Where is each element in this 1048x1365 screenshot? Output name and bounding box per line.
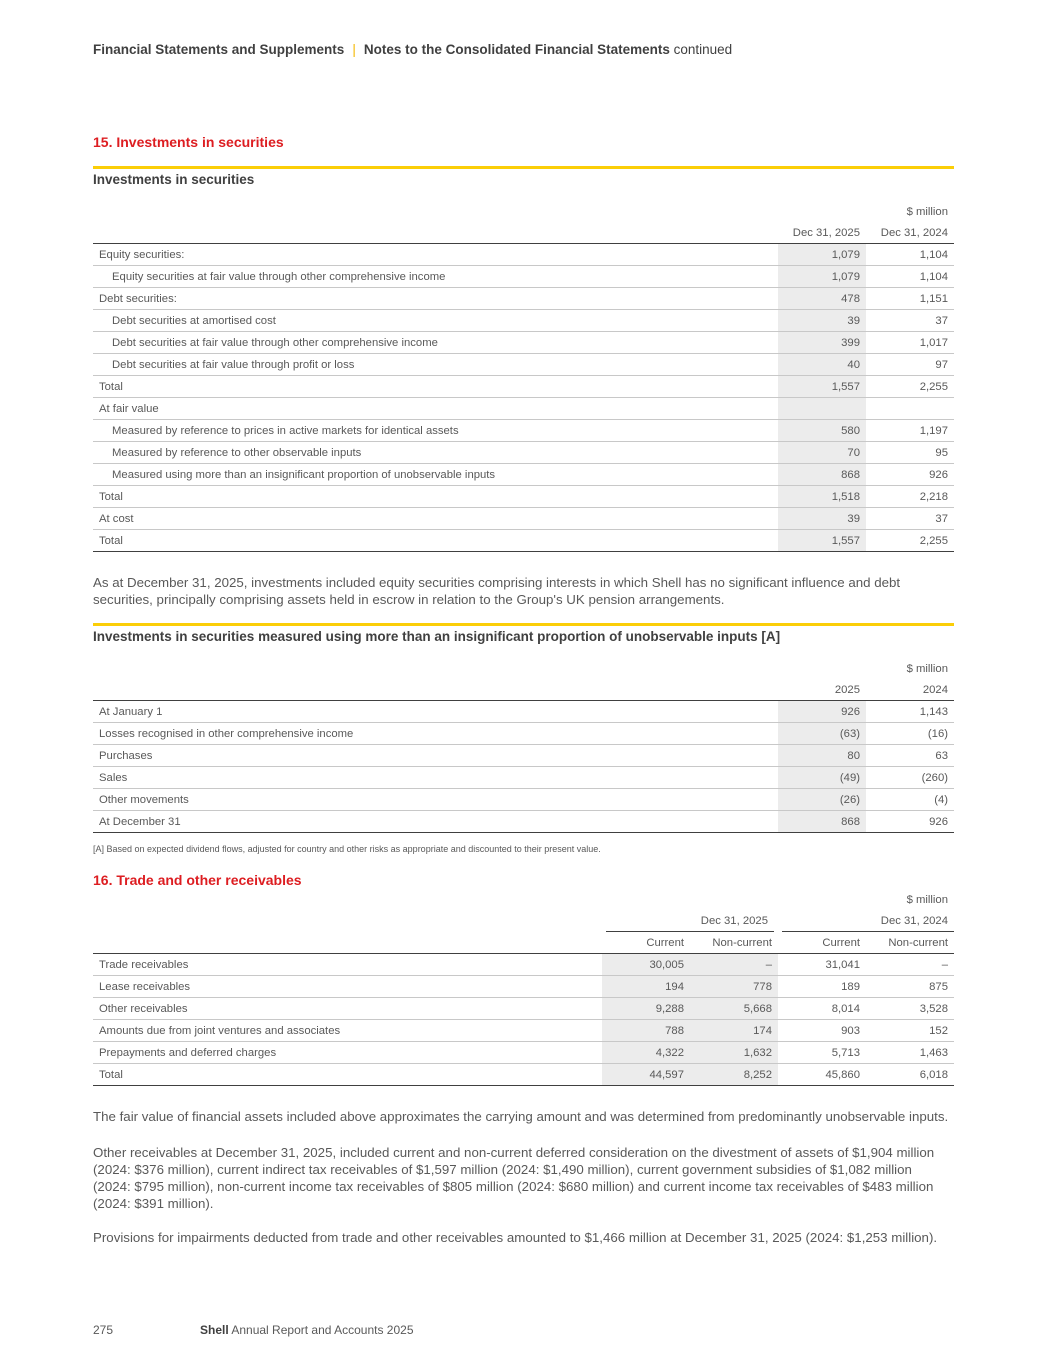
- row-label: At cost: [93, 508, 778, 530]
- blank: [93, 679, 778, 701]
- blank: [93, 889, 602, 910]
- column-header: 2024: [866, 679, 954, 701]
- page-number: 275: [93, 1323, 114, 1337]
- row-label: Total: [93, 376, 778, 398]
- receivables-table: [93, 889, 954, 1086]
- group-header-row: [93, 910, 954, 932]
- value-prior-year: 63: [866, 745, 954, 767]
- value-current-year: 80: [778, 745, 866, 767]
- value-prior-year: 1,197: [866, 420, 954, 442]
- value: –: [866, 954, 954, 976]
- header-section: Financial Statements and Supplements: [93, 42, 345, 57]
- value: –: [690, 954, 778, 976]
- table-row: [93, 723, 954, 745]
- note16-paragraph-1: The fair value of financial assets included above approximates the carrying amount and was determined from predominantly unobservable inputs.: [93, 1109, 949, 1124]
- table-row: [93, 244, 954, 266]
- row-label: Total: [93, 1064, 602, 1086]
- value-current-year: 399: [778, 332, 866, 354]
- row-label: Measured using more than an insignificant proportion of unobservable inputs: [93, 464, 778, 486]
- table1-title: Investments in securities: [93, 172, 255, 187]
- table-row: [93, 530, 954, 552]
- table-row: [93, 998, 954, 1020]
- unit-row: [93, 658, 954, 679]
- row-label: Amounts due from joint ventures and associates: [93, 1020, 602, 1042]
- value-current-year: 580: [778, 420, 866, 442]
- note15-paragraph: As at December 31, 2025, investments included equity securities comprising interests in which Shell has no significant influence and debt securities, principally comprising assets held in escrow in relation to the Group's UK pension arrangements.: [93, 575, 901, 607]
- column-header: Current: [602, 932, 690, 954]
- value: 174: [690, 1020, 778, 1042]
- value-prior-year: 1,017: [866, 332, 954, 354]
- value: 3,528: [866, 998, 954, 1020]
- value-prior-year: 1,104: [866, 244, 954, 266]
- table-row: [93, 398, 954, 420]
- blank: [602, 889, 690, 910]
- value-prior-year: 926: [866, 464, 954, 486]
- table-row: [93, 354, 954, 376]
- table-row: [93, 464, 954, 486]
- value: 788: [602, 1020, 690, 1042]
- value: 9,288: [602, 998, 690, 1020]
- table-row: [93, 1042, 954, 1064]
- table-row: [93, 701, 954, 723]
- row-label: Prepayments and deferred charges: [93, 1042, 602, 1064]
- row-label: Debt securities at amortised cost: [93, 310, 778, 332]
- header-suffix: continued: [673, 42, 733, 57]
- column-header: Dec 31, 2024: [866, 222, 954, 244]
- value-prior-year: (260): [866, 767, 954, 789]
- value: 8,014: [778, 998, 866, 1020]
- value-current-year: 39: [778, 310, 866, 332]
- value-current-year: 868: [778, 464, 866, 486]
- footer-brand: Shell: [200, 1323, 229, 1337]
- value-prior-year: [866, 398, 954, 420]
- table-row: [93, 767, 954, 789]
- blank: [778, 658, 866, 679]
- row-label: At December 31: [93, 811, 778, 833]
- value-prior-year: (16): [866, 723, 954, 745]
- running-header: [93, 42, 732, 57]
- blank: [778, 889, 866, 910]
- value-current-year: 40: [778, 354, 866, 376]
- value: 44,597: [602, 1064, 690, 1086]
- table-row: [93, 789, 954, 811]
- row-label: Sales: [93, 767, 778, 789]
- value: 875: [866, 976, 954, 998]
- blank: [93, 222, 778, 244]
- value: 5,713: [778, 1042, 866, 1064]
- value-prior-year: 95: [866, 442, 954, 464]
- value-prior-year: 2,218: [866, 486, 954, 508]
- value: 189: [778, 976, 866, 998]
- row-label: At fair value: [93, 398, 778, 420]
- value: 1,463: [866, 1042, 954, 1064]
- value-prior-year: 97: [866, 354, 954, 376]
- value: 6,018: [866, 1064, 954, 1086]
- value-current-year: 1,557: [778, 530, 866, 552]
- table-row: [93, 420, 954, 442]
- row-label: Trade receivables: [93, 954, 602, 976]
- table-row: [93, 288, 954, 310]
- value-current-year: 39: [778, 508, 866, 530]
- value-prior-year: (4): [866, 789, 954, 811]
- table-row: [93, 954, 954, 976]
- row-label: Total: [93, 530, 778, 552]
- unobservable-inputs-table: [93, 658, 954, 833]
- note15-heading: 15. Investments in securities: [93, 134, 284, 150]
- column-header: Non-current: [866, 932, 954, 954]
- row-label: Equity securities:: [93, 244, 778, 266]
- table-row: [93, 332, 954, 354]
- row-label: Losses recognised in other comprehensive income: [93, 723, 778, 745]
- value: 30,005: [602, 954, 690, 976]
- table-row: [93, 266, 954, 288]
- table-row: [93, 486, 954, 508]
- value: 1,632: [690, 1042, 778, 1064]
- value-prior-year: 1,104: [866, 266, 954, 288]
- table-row: [93, 1020, 954, 1042]
- investments-table: [93, 201, 954, 552]
- value-current-year: (49): [778, 767, 866, 789]
- value-prior-year: 2,255: [866, 376, 954, 398]
- value-current-year: 478: [778, 288, 866, 310]
- value: 5,668: [690, 998, 778, 1020]
- value-current-year: 1,079: [778, 244, 866, 266]
- footnote: [A] Based on expected dividend flows, adjusted for country and other risks as appropriate and discounted to their present value.: [93, 844, 601, 854]
- column-header: Non-current: [690, 932, 778, 954]
- group-header: Dec 31, 2025: [602, 910, 778, 932]
- row-label: At January 1: [93, 701, 778, 723]
- column-header: 2025: [778, 679, 866, 701]
- value-current-year: 1,518: [778, 486, 866, 508]
- note16-paragraph-3: Provisions for impairments deducted from trade and other receivables amounted to $1,466 million at December 31, 2025 (2024: $1,253 million).: [93, 1230, 938, 1245]
- value: 8,252: [690, 1064, 778, 1086]
- unit-label: $ million: [906, 662, 948, 675]
- header-separator: |: [352, 42, 356, 57]
- footer-title: [200, 1323, 414, 1337]
- row-label: Debt securities at fair value through other comprehensive income: [93, 332, 778, 354]
- row-label: Lease receivables: [93, 976, 602, 998]
- footer-report-title: Annual Report and Accounts 2025: [231, 1323, 414, 1337]
- blank: [778, 201, 866, 222]
- value-current-year: [778, 398, 866, 420]
- table-row: [93, 976, 954, 998]
- value: 31,041: [778, 954, 866, 976]
- table-row: [93, 310, 954, 332]
- column-header-row: [93, 932, 954, 954]
- unit-row: [93, 201, 954, 222]
- column-header-row: [93, 679, 954, 701]
- unit-label: $ million: [906, 893, 948, 906]
- value-current-year: (26): [778, 789, 866, 811]
- value-current-year: 1,079: [778, 266, 866, 288]
- table-row: [93, 1064, 954, 1086]
- header-title: Notes to the Consolidated Financial Statements: [363, 42, 670, 57]
- value-prior-year: 37: [866, 310, 954, 332]
- table-row: [93, 376, 954, 398]
- unit-label: $ million: [906, 205, 948, 218]
- row-label: Other receivables: [93, 998, 602, 1020]
- table-row: [93, 745, 954, 767]
- value-current-year: 1,557: [778, 376, 866, 398]
- table2-title: Investments in securities measured using more than an insignificant proportion of unobservable inputs [A]: [93, 629, 781, 644]
- value-prior-year: 37: [866, 508, 954, 530]
- value: 152: [866, 1020, 954, 1042]
- table-row: [93, 508, 954, 530]
- value: 903: [778, 1020, 866, 1042]
- note16-heading: 16. Trade and other receivables: [93, 872, 302, 888]
- blank: [690, 889, 778, 910]
- blank: [93, 201, 778, 222]
- value-prior-year: 1,143: [866, 701, 954, 723]
- row-label: Measured by reference to other observable inputs: [93, 442, 778, 464]
- row-label: Purchases: [93, 745, 778, 767]
- column-header: Dec 31, 2025: [778, 222, 866, 244]
- blank: [93, 932, 602, 954]
- value-current-year: 70: [778, 442, 866, 464]
- column-header: Current: [778, 932, 866, 954]
- row-label: Other movements: [93, 789, 778, 811]
- column-header-row: [93, 222, 954, 244]
- divider: [93, 623, 954, 626]
- blank: [93, 910, 602, 932]
- value-prior-year: 926: [866, 811, 954, 833]
- row-label: Debt securities:: [93, 288, 778, 310]
- table-row: [93, 442, 954, 464]
- divider: [93, 166, 954, 169]
- row-label: Measured by reference to prices in active markets for identical assets: [93, 420, 778, 442]
- value-prior-year: 2,255: [866, 530, 954, 552]
- table-row: [93, 811, 954, 833]
- value: 4,322: [602, 1042, 690, 1064]
- value-current-year: (63): [778, 723, 866, 745]
- unit-row: [93, 889, 954, 910]
- note16-paragraph-2: Other receivables at December 31, 2025, included current and non-current deferred consideration on the divestment of assets of $1,904 million (2024: $376 million), current indirect tax receivables of $1,597 million (2024: $1,490 million), current government subsidies of $1,082 million (2024: $795 million), non-current income tax receivables of $805 million (2024: $680 million) and current income tax receivables of $483 million (2024: $391 million).: [93, 1145, 935, 1211]
- value-prior-year: 1,151: [866, 288, 954, 310]
- value: 45,860: [778, 1064, 866, 1086]
- value-current-year: 926: [778, 701, 866, 723]
- row-label: Debt securities at fair value through profit or loss: [93, 354, 778, 376]
- group-header: Dec 31, 2024: [778, 910, 954, 932]
- row-label: Equity securities at fair value through other comprehensive income: [93, 266, 778, 288]
- value: 778: [690, 976, 778, 998]
- row-label: Total: [93, 486, 778, 508]
- value: 194: [602, 976, 690, 998]
- value-current-year: 868: [778, 811, 866, 833]
- blank: [93, 658, 778, 679]
